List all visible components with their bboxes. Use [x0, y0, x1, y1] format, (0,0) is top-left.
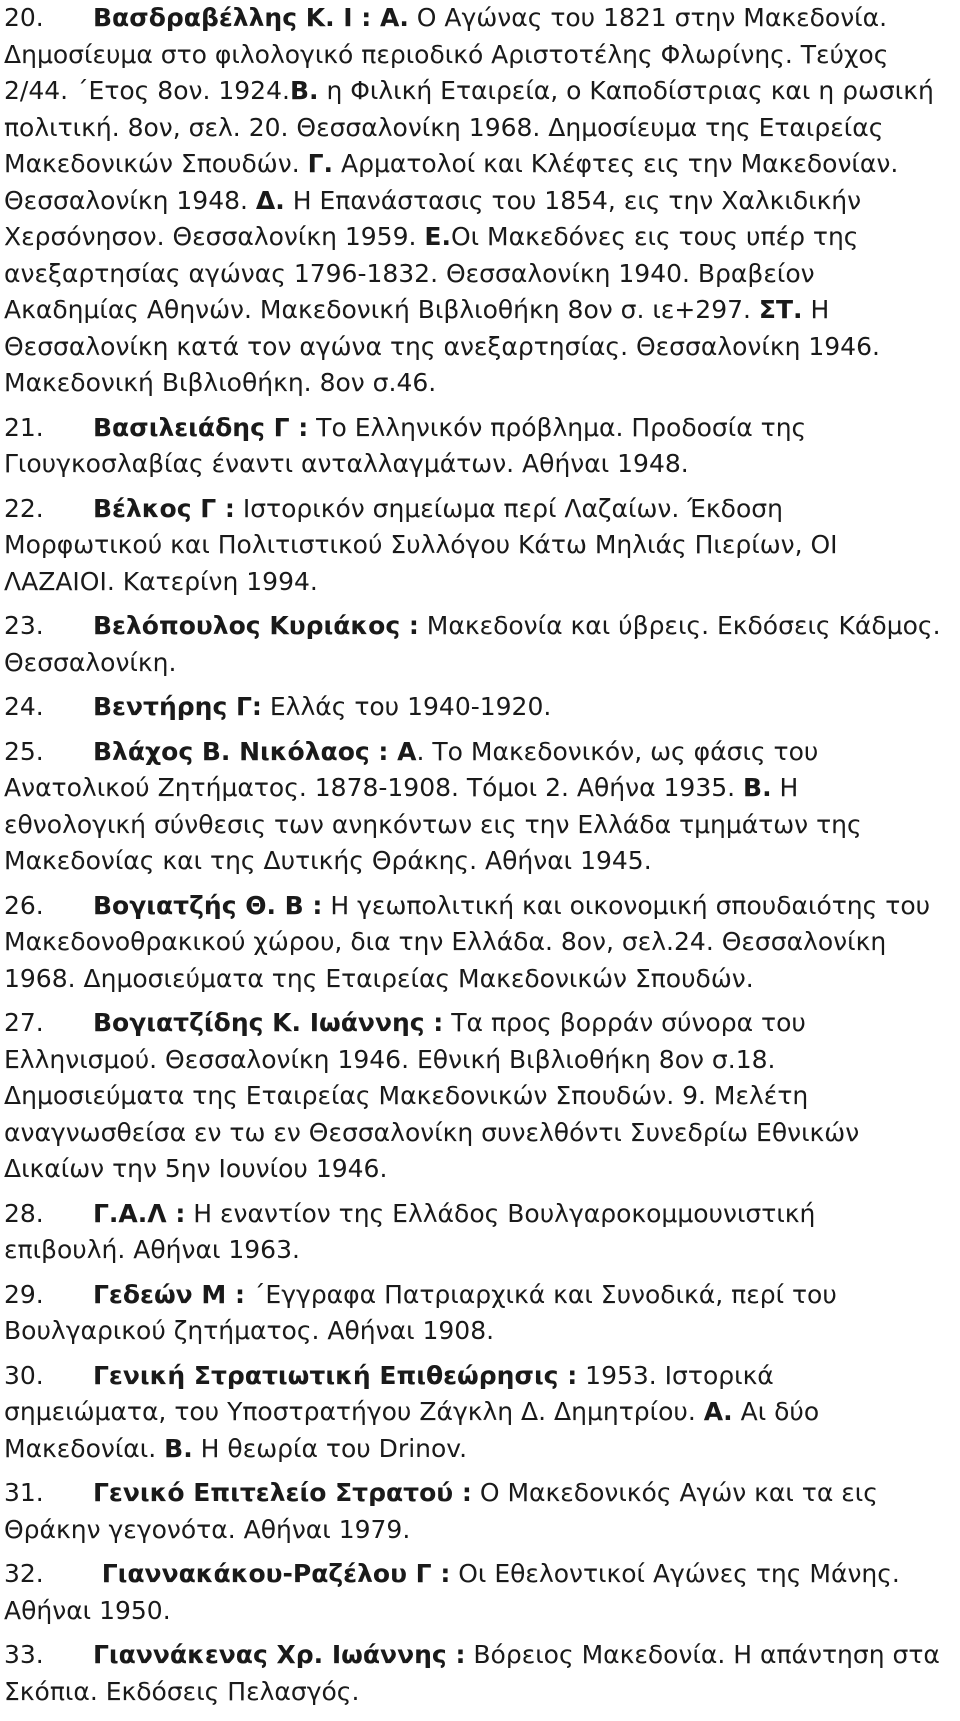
entry-number: 26. — [4, 890, 44, 920]
entry-section-marker: ΣΤ. — [758, 295, 803, 324]
entry-text: Ο Μακεδονικός Αγών και τα εις Θράκην γεγονότα. Αθήναι 1979. — [4, 1478, 878, 1544]
entry-author: Γιαννάκενας Χρ. Ιωάννης : — [93, 1640, 466, 1669]
entry-author: Βλάχος Β. Νικόλαος : Α — [93, 736, 417, 766]
entry-author: Βεντήρης Γ: — [93, 692, 262, 721]
entry-text: 1953. Ιστορικά σημειώματα, του Υποστρατήγου Ζάγκλη Δ. Δημητρίου. — [4, 1360, 774, 1426]
entry-30 — [4, 1358, 944, 1468]
entry-number: 22. — [4, 493, 44, 523]
entry-text: η Φιλική Εταιρεία, ο Καποδίστριας και η ρωσική πολιτική. 8ον, σελ. 20. Θεσσαλονίκη 1968. Δημοσίευμα της Εταιρείας Μακεδονικών Σπουδών. — [4, 76, 934, 178]
entry-number: 32. — [4, 1559, 44, 1588]
entry-text: Αι δύο Μακεδονίαι. — [4, 1397, 820, 1463]
entry-number: 25. — [4, 736, 44, 766]
entry-author: Γεδεών Μ : — [93, 1279, 245, 1309]
entry-number: 27. — [4, 1008, 44, 1037]
entry-22 — [4, 491, 944, 601]
entry-section-marker: Δ. — [255, 185, 285, 215]
entry-number: 28. — [4, 1198, 44, 1228]
entry-text: ΄Εγγραφα Πατριαρχικά και Συνοδικά, περί του Βουλγαρικού ζητήματος. Αθήναι 1908. — [4, 1279, 837, 1345]
entry-text: Η εναντίον της Ελλάδος Βουλγαροκομμουνιστική επιβουλή. Αθήναι 1963. — [4, 1198, 816, 1264]
entry-25 — [4, 734, 944, 880]
entry-text: Βόρειος Μακεδονία. Η απάντηση στα Σκόπια. Εκδόσεις Πελασγός. — [4, 1640, 940, 1706]
entry-text: Η Θεσσαλονίκη κατά τον αγώνα της ανεξαρτησίας. Θεσσαλονίκη 1946. Μακεδονική Βιβλιοθήκη. 8ον σ.46. — [4, 295, 880, 397]
entry-29 — [4, 1277, 944, 1350]
entry-number: 30. — [4, 1360, 44, 1390]
entry-number: 24. — [4, 692, 44, 721]
entry-text: Το Ελληνικόν πρόβλημα. Προδοσία της Γιουγκοσλαβίας έναντι ανταλλαγμάτων. Αθήναι 1948. — [4, 412, 807, 478]
entry-20 — [4, 0, 944, 402]
entry-text: . Το Μακεδονικόν, ως φάσις του Ανατολικού Ζητήματος. 1878-1908. Τόμοι 2. Αθήνα 1935. — [4, 736, 819, 802]
entry-number: 29. — [4, 1279, 44, 1309]
entry-32 — [4, 1556, 944, 1629]
entry-author: Βασδραβέλλης Κ. Ι : Α. — [93, 3, 409, 32]
entry-author: Βογιατζίδης Κ. Ιωάννης : — [93, 1008, 444, 1037]
entry-section-marker: Α. — [703, 1397, 733, 1426]
entry-text: Αρματολοί και Κλέφτες εις την Μακεδονίαν. Θεσσαλονίκη 1948. — [4, 149, 899, 215]
entry-text: Τα προς βορράν σύνορα του Ελληνισμού. Θεσσαλονίκη 1946. Εθνική Βιβλιοθήκη 8ον σ.18. Δημοσιεύματα της Εταιρείας Μακεδονικών Σπουδών. 9. Μελέτη αναγνωσθείσα εν τω εν Θεσσαλονίκη συνελθόντι Συνεδρίω Εθνικών Δικαίων την 5ην Ιουνίου 1946. — [4, 1008, 860, 1183]
entry-23 — [4, 608, 944, 681]
entry-text: Η εθνολογική σύνθεσις των ανηκόντων εις την Ελλάδα τμημάτων της Μακεδονίας και της Δυτικής Θράκης. Αθήναι 1945. — [4, 773, 862, 875]
entry-section-marker: Γ. — [307, 149, 334, 178]
entry-author: Βέλκος Γ : — [93, 493, 235, 523]
entry-text: Ελλάς του 1940-1920. — [261, 692, 552, 721]
entry-section-marker: Β. — [743, 773, 772, 802]
entry-section-marker: Ε. — [424, 222, 451, 251]
entry-number: 21. — [4, 412, 44, 442]
entry-author: Γ.Α.Λ : — [93, 1198, 186, 1228]
entry-number: 20. — [4, 3, 44, 32]
entry-21 — [4, 410, 944, 483]
entry-author: Βελόπουλος Κυριάκος : — [93, 611, 419, 640]
entry-27 — [4, 1005, 944, 1188]
entry-31 — [4, 1475, 944, 1548]
entry-author: Γιαννακάκου-Ραζέλου Γ : — [93, 1559, 451, 1588]
entry-section-marker: Β. — [289, 76, 319, 105]
entry-26 — [4, 888, 944, 998]
entry-author: Γενικό Επιτελείο Στρατού : — [93, 1478, 472, 1507]
entry-33 — [4, 1637, 944, 1710]
entry-number: 23. — [4, 611, 44, 640]
bibliography-page — [4, 0, 944, 1718]
entry-text: Η Επανάστασις του 1854, εις την Χαλκιδικήν Χερσόνησον. Θεσσαλονίκη 1959. — [4, 185, 862, 251]
entry-section-marker: Β. — [164, 1433, 193, 1463]
entry-text: Ιστορικόν σημείωμα περί Λαζαίων. Έκδοση Μορφωτικού και Πολιτιστικού Συλλόγου Κάτω Μηλιάς Πιερίων, ΟΙ ΛΑΖΑΙΟΙ. Κατερίνη 1994. — [4, 493, 838, 596]
entry-text: Η γεωπολιτική και οικονομική σπουδαιότης του Μακεδονοθρακικού χώρου, δια την Ελλάδα. 8ον, σελ.24. Θεσσαλονίκη 1968. Δημοσιεύματα της Εταιρείας Μακεδονικών Σπουδών. — [4, 890, 931, 993]
entry-text: Μακεδονία και ύβρεις. Εκδόσεις Κάδμος. Θεσσαλονίκη. — [4, 611, 941, 677]
entry-text: Η θεωρία του Drinov. — [192, 1433, 468, 1463]
entry-28 — [4, 1196, 944, 1269]
entry-text: Οι Μακεδόνες εις τους υπέρ της ανεξαρτησίας αγώνας 1796-1832. Θεσσαλονίκη 1940. Βραβείον Ακαδημίας Αθηνών. Μακεδονική Βιβλιοθήκη 8ον σ. ιε+297. — [4, 222, 859, 324]
entry-24 — [4, 689, 944, 726]
entry-text: Οι Εθελοντικοί Αγώνες της Μάνης. Αθήναι 1950. — [4, 1559, 900, 1625]
entry-author: Βογιατζής Θ. Β : — [93, 890, 323, 920]
entry-author: Βασιλειάδης Γ : — [93, 412, 309, 442]
entry-number: 33. — [4, 1640, 44, 1669]
entry-number: 31. — [4, 1478, 44, 1507]
entry-text: Ο Αγώνας του 1821 στην Μακεδονία. Δημοσίευμα στο φιλολογικό περιοδικό Αριστοτέλης Φλωρίνης. Τεύχος 2/44. ΄Ετος 8ον. 1924. — [4, 3, 889, 105]
entry-author: Γενική Στρατιωτική Επιθεώρησις : — [93, 1360, 578, 1390]
